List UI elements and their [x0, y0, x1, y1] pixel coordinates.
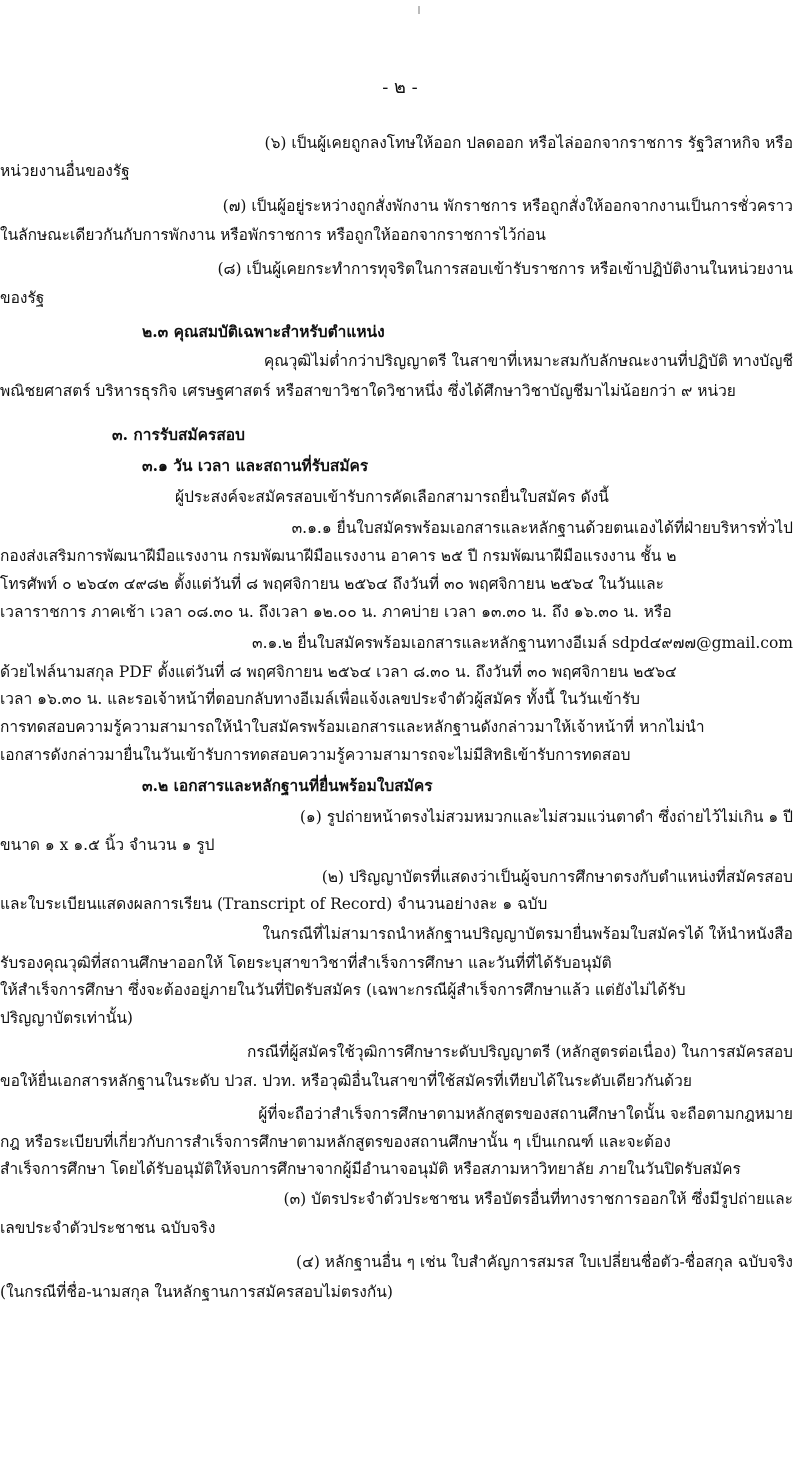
- paragraph-line: ผู้ประสงค์จะสมัครสอบเข้ารับการคัดเลือกสามารถยื่นใบสมัคร ดังนี้: [175, 488, 609, 506]
- paragraph-line: การทดสอบความรู้ความสามารถให้นำใบสมัครพร้อมเอกสารและหลักฐานดังกล่าวมาให้เจ้าหน้าที่ หากไม่นำ: [0, 718, 705, 736]
- paragraph-line: ขนาด ๑ x ๑.๕ นิ้ว จำนวน ๑ รูป: [0, 836, 215, 854]
- paragraph-line: ในลักษณะเดียวกันกับการพักงาน หรือพักราชการ หรือถูกให้ออกจากราชการไว้ก่อน: [0, 226, 546, 244]
- paragraph-line: หน่วยงานอื่นของรัฐ: [0, 162, 130, 180]
- scan-speck: [418, 6, 420, 14]
- paragraph-line: ๓.๑.๒ ยื่นใบสมัครพร้อมเอกสารและหลักฐานทางอีเมล์ sdpd๔๙๗๗@gmail.com: [252, 634, 793, 652]
- paragraph-line: เลขประจำตัวประชาชน ฉบับจริง: [0, 1219, 216, 1237]
- section-heading: ๓.๒ เอกสารและหลักฐานที่ยื่นพร้อมใบสมัคร: [142, 776, 433, 795]
- section-heading: ๓. การรับสมัครสอบ: [112, 425, 245, 444]
- paragraph-line: ผู้ที่จะถือว่าสำเร็จการศึกษาตามหลักสูตรของสถานศึกษาใดนั้น จะถือตามกฎหมาย: [258, 1105, 793, 1123]
- paragraph-line: พณิชยศาสตร์ บริหารธุรกิจ เศรษฐศาสตร์ หรือสาขาวิชาใดวิชาหนึ่ง ซึ่งได้ศึกษาวิชาบัญชีมาไม่น้อยกว่า ๙ หน่วย: [0, 382, 736, 400]
- section-heading: ๒.๓ คุณสมบัติเฉพาะสำหรับตำแหน่ง: [142, 322, 385, 341]
- paragraph-line: (๘) เป็นผู้เคยกระทำการทุจริตในการสอบเข้ารับราชการ หรือเข้าปฏิบัติงานในหน่วยงาน: [217, 260, 793, 278]
- paragraph-line: กฎ หรือระเบียบที่เกี่ยวกับการสำเร็จการศึกษาตามหลักสูตรของสถานศึกษานั้น ๆ เป็นเกณฑ์ และจะต้อง: [0, 1133, 671, 1151]
- paragraph-line: (๑) รูปถ่ายหน้าตรงไม่สวมหมวกและไม่สวมแว่นตาดำ ซึ่งถ่ายไว้ไม่เกิน ๑ ปี: [299, 808, 793, 826]
- paragraph-line: ด้วยไฟล์นามสกุล PDF ตั้งแต่วันที่ ๘ พฤศจิกายน ๒๕๖๔ เวลา ๘.๓๐ น. ถึงวันที่ ๓๐ พฤศจิกายน ๒๕๖๔: [0, 663, 677, 681]
- paragraph-line: ในกรณีที่ไม่สามารถนำหลักฐานปริญญาบัตรมายื่นพร้อมใบสมัครได้ ให้นำหนังสือ: [262, 925, 793, 943]
- paragraph-line: ขอให้ยื่นเอกสารหลักฐานในระดับ ปวส. ปวท. หรือวุฒิอื่นในสาขาที่ใช้สมัครที่เทียบได้ในระดับเดียวกันด้วย: [0, 1072, 692, 1090]
- paragraph-line: กองส่งเสริมการพัฒนาฝีมือแรงงาน กรมพัฒนาฝีมือแรงงาน อาคาร ๒๕ ปี กรมพัฒนาฝีมือแรงงาน ชั้น ๒: [0, 547, 677, 565]
- paragraph-line: เอกสารดังกล่าวมายื่นในวันเข้ารับการทดสอบความรู้ความสามารถจะไม่มีสิทธิเข้ารับการทดสอบ: [0, 746, 631, 764]
- page-number: - ๒ -: [382, 77, 418, 98]
- paragraph-line: (ในกรณีที่ชื่อ-นามสกุล ในหลักฐานการสมัครสอบไม่ตรงกัน): [0, 1283, 393, 1301]
- paragraph-line: กรณีที่ผู้สมัครใช้วุฒิการศึกษาระดับปริญญาตรี (หลักสูตรต่อเนื่อง) ในการสมัครสอบ: [247, 1043, 793, 1061]
- paragraph-line: ปริญญาบัตรเท่านั้น): [0, 1009, 133, 1027]
- paragraph-line: (๓) บัตรประจำตัวประชาชน หรือบัตรอื่นที่ทางราชการออกให้ ซึ่งมีรูปถ่ายและ: [283, 1190, 793, 1208]
- paragraph-line: รับรองคุณวุฒิที่สถานศึกษาออกให้ โดยระบุสาขาวิชาที่สำเร็จการศึกษา และวันที่ที่ได้รับอนุมัติ: [0, 954, 612, 972]
- paragraph-line: เวลา ๑๖.๓๐ น. และรอเจ้าหน้าที่ตอบกลับทางอีเมล์เพื่อแจ้งเลขประจำตัวผู้สมัคร ทั้งนี้ ในวันเข้ารับ: [0, 690, 640, 708]
- paragraph-line: (๒) ปริญญาบัตรที่แสดงว่าเป็นผู้จบการศึกษาตรงกับตำแหน่งที่สมัครสอบ: [321, 868, 793, 886]
- paragraph-line: ให้สำเร็จการศึกษา ซึ่งจะต้องอยู่ภายในวันที่ปิดรับสมัคร (เฉพาะกรณีผู้สำเร็จการศึกษาแล้ว แต่ยังไม่ได้รับ: [0, 981, 686, 999]
- paragraph-line: เวลาราชการ ภาคเช้า เวลา ๐๘.๓๐ น. ถึงเวลา ๑๒.๐๐ น. ภาคบ่าย เวลา ๑๓.๓๐ น. ถึง ๑๖.๓๐ น. หรือ: [0, 603, 672, 621]
- paragraph-line: ๓.๑.๑ ยื่นใบสมัครพร้อมเอกสารและหลักฐานด้วยตนเองได้ที่ฝ่ายบริหารทั่วไป: [291, 519, 793, 537]
- paragraph-line: โทรศัพท์ ๐ ๒๖๔๓ ๔๙๘๒ ตั้งแต่วันที่ ๘ พฤศจิกายน ๒๕๖๔ ถึงวันที่ ๓๐ พฤศจิกายน ๒๕๖๔ ในวันและ: [0, 575, 664, 593]
- section-heading: ๓.๑ วัน เวลา และสถานที่รับสมัคร: [142, 456, 369, 475]
- paragraph-line: และใบระเบียนแสดงผลการเรียน (Transcript of Record) จำนวนอย่างละ ๑ ฉบับ: [0, 895, 548, 913]
- paragraph-line: คุณวุฒิไม่ต่ำกว่าปริญญาตรี ในสาขาที่เหมาะสมกับลักษณะงานที่ปฏิบัติ ทางบัญชี: [263, 352, 793, 370]
- paragraph-line: ของรัฐ: [0, 289, 45, 307]
- paragraph-line: (๔) หลักฐานอื่น ๆ เช่น ใบสำคัญการสมรส ใบเปลี่ยนชื่อตัว-ชื่อสกุล ฉบับจริง: [296, 1253, 793, 1271]
- paragraph-line: สำเร็จการศึกษา โดยได้รับอนุมัติให้จบการศึกษาจากผู้มีอำนาจอนุมัติ หรือสภามหาวิทยาลัย ภายในวันปิดรับสมัคร: [0, 1160, 741, 1178]
- paragraph-line: (๗) เป็นผู้อยู่ระหว่างถูกสั่งพักงาน พักราชการ หรือถูกสั่งให้ออกจากงานเป็นการชั่วคราว: [222, 197, 793, 215]
- paragraph-line: (๖) เป็นผู้เคยถูกลงโทษให้ออก ปลดออก หรือไล่ออกจากราชการ รัฐวิสาหกิจ หรือ: [264, 134, 793, 152]
